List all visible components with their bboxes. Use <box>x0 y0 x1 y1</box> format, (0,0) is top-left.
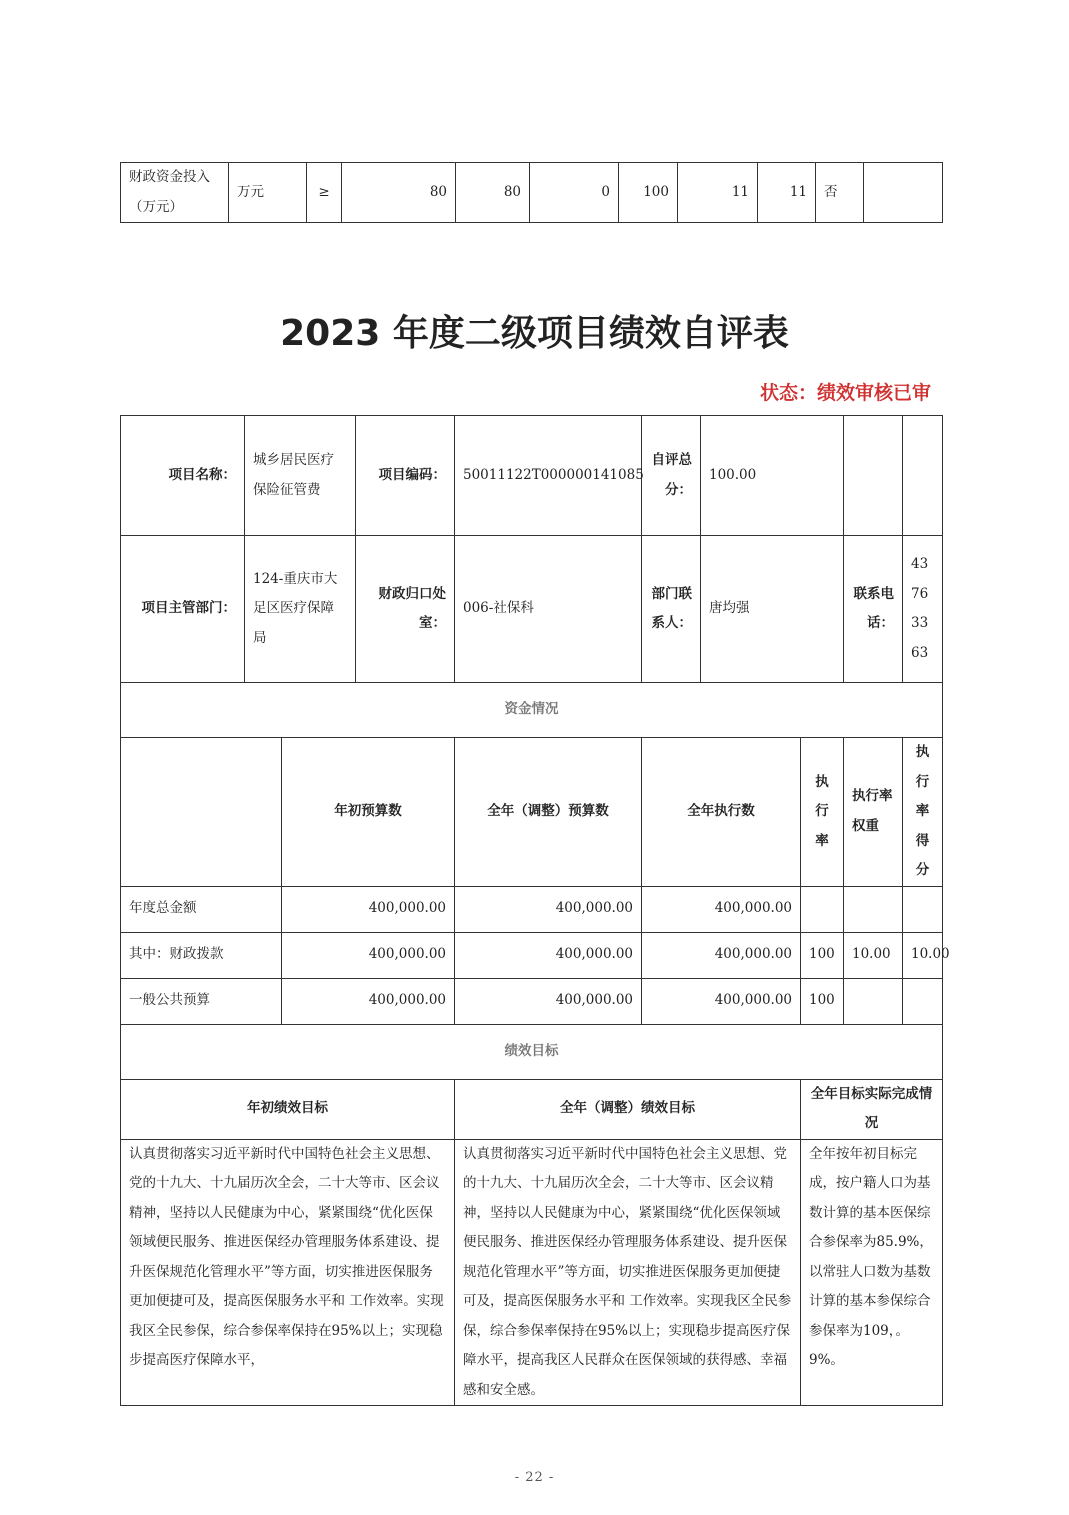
table-row <box>121 416 943 536</box>
table-header-row <box>121 1079 943 1139</box>
indicator-value: 80 <box>342 163 456 223</box>
funds-section-title: 资金情况 <box>121 683 943 738</box>
score-value: 100.00 <box>701 416 844 536</box>
dept-label: 项目主管部门： <box>121 536 245 683</box>
initial-goal-text: 认真贯彻落实习近平新时代中国特色社会主义思想、党的十九大、十九届历次全会，二十大等市、区会议精神，坚持以人民健康为中心，紧紧围绕“优化医保领域便民服务、推进医保经办管理服务体系建设、提升医保规范化管理水平”等方面，切实推进医保服务更加便捷可及，提高医保服务水平和 工作效率。实现我区全民参保，综合参保率保持在95%以上；实现稳步提高医疗保障水平， <box>121 1139 455 1406</box>
indicator-label: 财政资金投入（万元） <box>121 163 229 223</box>
executed-value: 400,000.00 <box>642 886 801 932</box>
column-header: 全年执行数 <box>642 738 801 887</box>
finance-office-label: 财政归口处室： <box>356 536 455 683</box>
rate-score <box>903 886 943 932</box>
adjusted-budget-value: 400,000.00 <box>455 886 642 932</box>
adjusted-budget-value: 400,000.00 <box>455 978 642 1024</box>
rate-weight: 10.00 <box>844 932 903 978</box>
page-title: 2023 年度二级项目绩效自评表 <box>280 313 789 354</box>
budget-value: 400,000.00 <box>282 932 455 978</box>
project-code-label: 项目编码： <box>356 416 455 536</box>
project-name: 城乡居民医疗保险征管费 <box>245 416 356 536</box>
empty-cell <box>844 416 903 536</box>
contact-value: 唐均强 <box>701 536 844 683</box>
row-label: 一般公共预算 <box>121 978 282 1024</box>
actual-completion-text: 全年按年初目标完成，按户籍人口为基数计算的基本医保综合参保率为85.9%，以常驻人口数为基数计算的基本参保综合参保率为109，。9%。 <box>801 1139 943 1406</box>
indicator-unit: 万元 <box>229 163 307 223</box>
column-header: 执行率权重 <box>844 738 903 887</box>
execution-rate: 100 <box>801 932 844 978</box>
indicator-value: 100 <box>619 163 678 223</box>
continuation-table <box>120 162 943 223</box>
column-header <box>121 738 282 887</box>
budget-value: 400,000.00 <box>282 886 455 932</box>
phone-label: 联系电话： <box>844 536 903 683</box>
goals-section-title: 绩效目标 <box>121 1024 943 1079</box>
dept-value: 124-重庆市大足区医疗保障局 <box>245 536 356 683</box>
column-header: 全年（调整）预算数 <box>455 738 642 887</box>
adjusted-budget-value: 400,000.00 <box>455 932 642 978</box>
rate-score: 10.00 <box>903 932 943 978</box>
empty-cell <box>903 416 943 536</box>
column-header: 执行率 <box>801 738 844 887</box>
column-header: 年初预算数 <box>282 738 455 887</box>
table-row <box>121 163 943 223</box>
table-row <box>121 1139 943 1406</box>
executed-value: 400,000.00 <box>642 932 801 978</box>
section-header-row <box>121 1024 943 1079</box>
table-row <box>121 536 943 683</box>
row-label: 其中：财政拨款 <box>121 932 282 978</box>
column-header: 全年目标实际完成情况 <box>801 1079 943 1139</box>
status-badge: 状态：绩效审核已审 <box>759 382 931 404</box>
indicator-note <box>864 163 943 223</box>
indicator-value: 0 <box>530 163 619 223</box>
column-header: 年初绩效目标 <box>121 1079 455 1139</box>
project-name-label: 项目名称： <box>121 416 245 536</box>
table-header-row <box>121 738 943 887</box>
score-label: 自评总分： <box>642 416 701 536</box>
indicator-operator: ≥ <box>307 163 342 223</box>
adjusted-goal-text: 认真贯彻落实习近平新时代中国特色社会主义思想、党的十九大、十九届历次全会，二十大等市、区会议精神，坚持以人民健康为中心，紧紧围绕“优化医保领域便民服务、推进医保经办管理服务体系建设、提升医保规范化管理水平”等方面，切实推进医保服务更加便捷可及，提高医保服务水平和 工作效率。实现我区全民参保，综合参保率保持在95%以上；实现稳步提高医疗保障水平，提高我区人民群众在医保领域的获得感、幸福感和安全感。 <box>455 1139 801 1406</box>
table-row <box>121 932 943 978</box>
rate-weight <box>844 886 903 932</box>
page-number: - 22 - <box>514 1470 555 1485</box>
section-header-row <box>121 683 943 738</box>
evaluation-table <box>120 415 950 1406</box>
budget-value: 400,000.00 <box>282 978 455 1024</box>
finance-office-value: 006-社保科 <box>455 536 642 683</box>
column-header: 执行率得分 <box>903 738 943 887</box>
contact-label: 部门联系人： <box>642 536 701 683</box>
execution-rate <box>801 886 844 932</box>
rate-score <box>903 978 943 1024</box>
rate-weight <box>844 978 903 1024</box>
indicator-value: 80 <box>456 163 530 223</box>
indicator-value: 11 <box>678 163 758 223</box>
phone-value: 43763363 <box>903 536 943 683</box>
execution-rate: 100 <box>801 978 844 1024</box>
table-row <box>121 886 943 932</box>
executed-value: 400,000.00 <box>642 978 801 1024</box>
table-row <box>121 978 943 1024</box>
project-code: 50011122T000000141085 <box>455 416 642 536</box>
column-header: 全年（调整）绩效目标 <box>455 1079 801 1139</box>
indicator-flag: 否 <box>816 163 864 223</box>
indicator-value: 11 <box>758 163 816 223</box>
row-label: 年度总金额 <box>121 886 282 932</box>
